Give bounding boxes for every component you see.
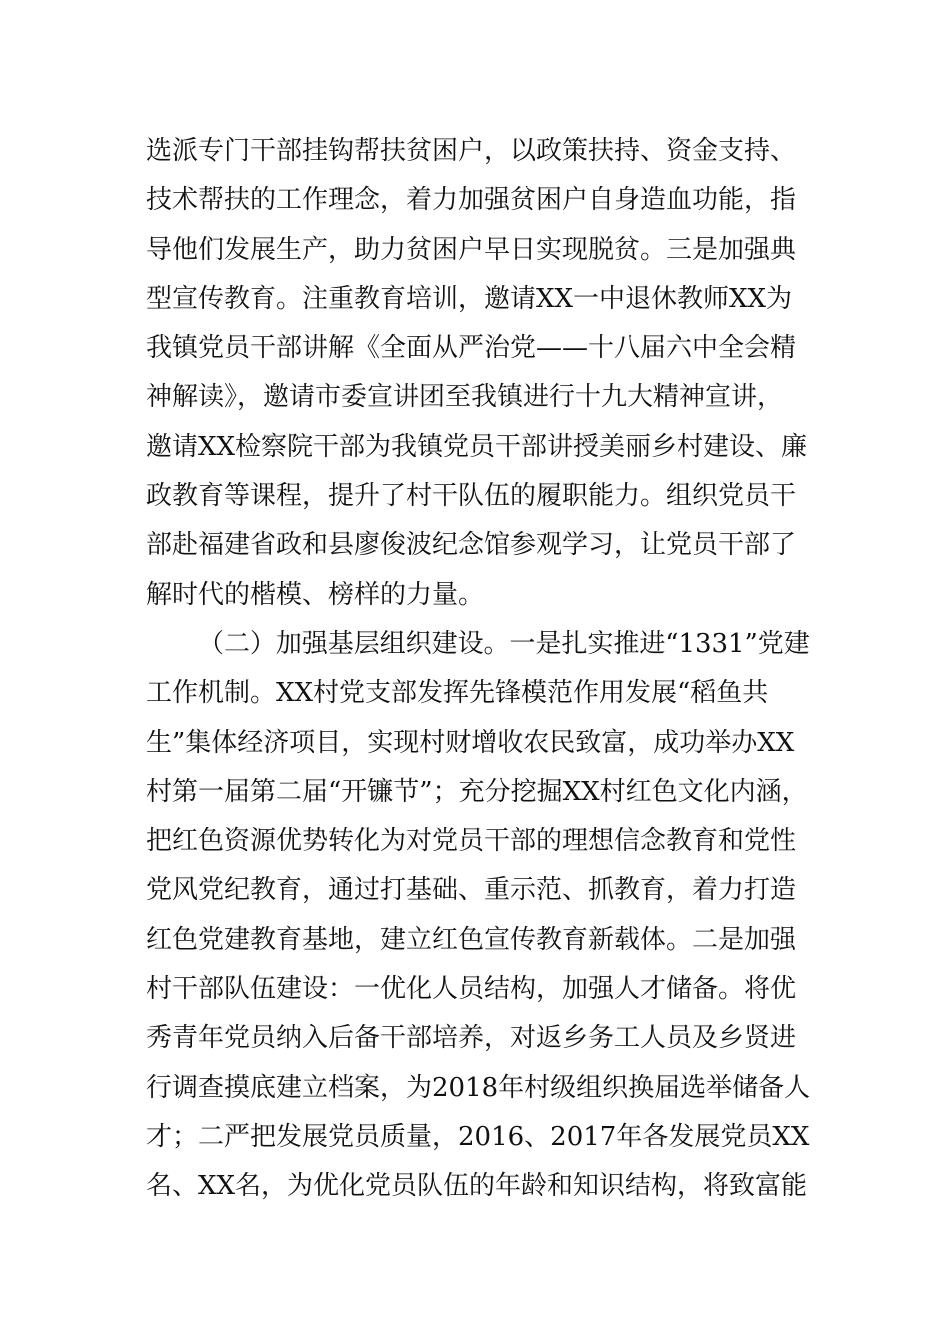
document-body [146, 127, 810, 1212]
text-line: 政教育等课程，提升了村干队伍的履职能力。组织党员干 [146, 481, 797, 512]
text-line: 行调查摸底建立档案，为2018年村级组织换届选举储备人 [146, 1072, 811, 1103]
text-line: 名、XX名，为优化党员队伍的年龄和知识结构，将致富能 [146, 1171, 808, 1202]
text-line: 才；二严把发展党员质量，2016、2017年各发展党员XX [146, 1121, 810, 1152]
text-line: 技术帮扶的工作理念，着力加强贫困户自身造血功能，指 [146, 185, 797, 216]
text-line: 村第一届第二届“开镰节”；充分挖掘XX村红色文化内涵， [146, 776, 808, 807]
paragraph-1 [146, 127, 810, 620]
text-line: 秀青年党员纳入后备干部培养，对返乡务工人员及乡贤进 [146, 1023, 797, 1054]
text-line: 邀请XX检察院干部为我镇党员干部讲授美丽乡村建设、廉 [146, 431, 808, 462]
text-line: 部赴福建省政和县廖俊波纪念馆参观学习，让党员干部了 [146, 530, 797, 561]
text-line: 型宣传教育。注重教育培训，邀请XX一中退休教师XX为 [146, 283, 793, 314]
text-line: 村干部队伍建设：一优化人员结构，加强人才储备。将优 [146, 974, 797, 1005]
text-line: 把红色资源优势转化为对党员干部的理想信念教育和党性 [146, 826, 797, 857]
text-line-indented: （二）加强基层组织建设。一是扎实推进“1331”党建 [198, 628, 810, 659]
text-line: 我镇党员干部讲解《全面从严治党——十八届六中全会精 [146, 333, 797, 364]
text-line: 导他们发展生产，助力贫困户早日实现脱贫。三是加强典 [146, 234, 797, 265]
text-line: 工作机制。XX村党支部发挥先锋模范作用发展“稻鱼共 [146, 678, 769, 709]
paragraph-2 [146, 620, 810, 1212]
text-line: 选派专门干部挂钩帮扶贫困户，以政策扶持、资金支持、 [146, 136, 797, 166]
text-line: 红色党建教育基地，建立红色宣传教育新载体。二是加强 [146, 924, 797, 955]
text-line: 神解读》，邀请市委宣讲团至我镇进行十九大精神宣讲， [146, 382, 784, 413]
text-line: 党风党纪教育，通过打基础、重示范、抓教育，着力打造 [146, 875, 797, 906]
text-line: 解时代的楷模、榜样的力量。 [146, 579, 485, 610]
text-line: 生”集体经济项目，实现村财增收农民致富，成功举办XX [146, 727, 795, 758]
